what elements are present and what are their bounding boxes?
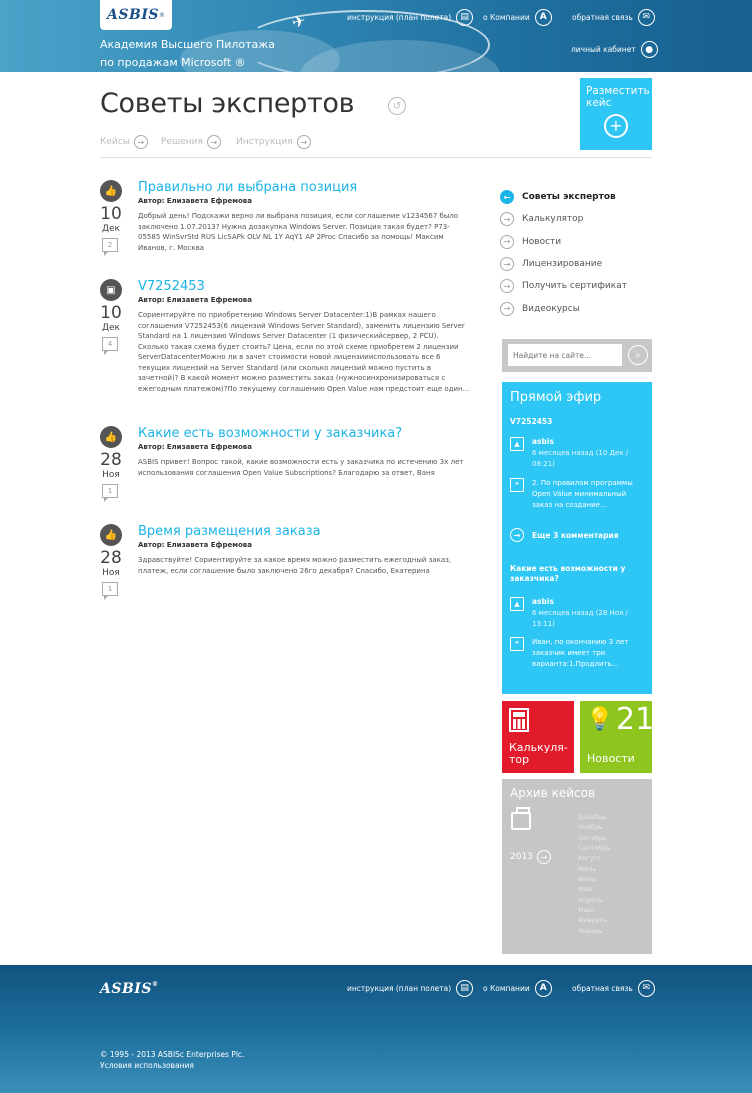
footer-nav-instruction-label: инструкция (план полета): [347, 983, 452, 993]
footer-nav-company[interactable]: [483, 979, 552, 997]
live-time: 6 месяцев назад (10 Дек / 08:21): [532, 449, 629, 468]
footer-nav-feedback-label: обратная связь: [572, 983, 633, 993]
sidebar-item-label: Советы экспертов: [522, 192, 616, 203]
calculator-tile-label: Калькуля-тор: [509, 741, 568, 766]
tagline-line-1: Академия Высшего Пилотажа: [100, 38, 275, 51]
arrow-right-icon: →: [500, 212, 514, 226]
user-icon: ▲: [510, 437, 524, 451]
search-input[interactable]: [508, 344, 622, 366]
post-author-label: Автор:: [138, 541, 165, 549]
tagline: [100, 36, 275, 72]
mail-icon: ✉: [638, 9, 655, 26]
copyright: © 1995 - 2013 ASBISc Enterprises Plc.: [100, 1050, 245, 1059]
post-body: ASBIS привет! Вопрос такой, какие возможности есть у заказчика по истечению 3х лет использования соглашения Open Value Subscriptions? Благодарю за ответ, Ваня: [138, 458, 464, 477]
archive-month[interactable]: Июль: [578, 864, 597, 873]
sidebar-item-label: Лицензирование: [522, 259, 603, 270]
plus-icon: +: [604, 114, 628, 138]
subnav-solutions[interactable]: [161, 135, 221, 149]
briefcase-icon: ▣: [100, 279, 122, 301]
thumbs-up-icon: 👍: [100, 426, 122, 448]
company-a-icon: A: [535, 980, 552, 997]
post-body: Здравствуйте! Сориентируйте за какое время можно разместить ежегодный заказ, платеж, если соглашение было заключено 26го декабря? Спасибо, Екатерина: [138, 556, 452, 575]
live-feed-title: Прямой эфир: [510, 390, 602, 405]
post-day: 28: [100, 450, 122, 470]
comment-count[interactable]: 1: [102, 582, 118, 596]
arrow-right-icon: →: [537, 850, 551, 864]
calculator-icon: [509, 708, 529, 732]
post-author: [138, 443, 252, 451]
footer-logo-mark: ®: [151, 981, 159, 988]
post-day: 10: [100, 303, 122, 323]
subnav-cases[interactable]: [100, 135, 148, 149]
title-divider: [100, 157, 652, 158]
post-item: [100, 180, 470, 270]
arrow-right-icon: →: [510, 528, 524, 542]
quote-icon: ❝: [510, 637, 524, 651]
subnav-cases-label: Кейсы: [100, 137, 130, 147]
archive-year-label: 2013: [510, 852, 533, 862]
live-quote: [510, 478, 642, 511]
sidebar-item-videos[interactable]: [500, 297, 652, 319]
footer-logo[interactable]: [100, 981, 158, 997]
post-author-name: Елизавета Ефремова: [166, 443, 252, 451]
clipboard-icon: ▤: [456, 980, 473, 997]
post-author-name: Елизавета Ефремова: [166, 296, 252, 304]
sidebar-item-label: Получить сертификат: [522, 281, 627, 292]
sidebar-item-label: Новости: [522, 236, 562, 247]
nav-cabinet[interactable]: [571, 41, 658, 58]
search-icon[interactable]: ⌕: [628, 345, 648, 365]
arrow-right-icon: →: [500, 257, 514, 271]
user-icon: ●: [641, 41, 658, 58]
sidebar-item-experts[interactable]: [500, 186, 652, 208]
post-author: [138, 541, 252, 549]
case-archive: [502, 779, 652, 954]
archive-month[interactable]: Апрель: [578, 895, 603, 904]
company-a-icon: A: [535, 9, 552, 26]
archive-box-icon: [511, 812, 531, 830]
sidebar-item-calculator[interactable]: [500, 208, 652, 230]
sidebar-item-certificate[interactable]: [500, 275, 652, 297]
arrow-right-icon: →: [297, 135, 311, 149]
sidebar-item-label: Видеокурсы: [522, 303, 580, 314]
terms-link[interactable]: Условия использования: [100, 1061, 194, 1070]
live-comment: [510, 437, 642, 470]
live-user[interactable]: asbis: [532, 437, 554, 446]
footer-logo-text: ASBIS: [100, 981, 152, 997]
archive-month[interactable]: Декабрь: [578, 813, 607, 821]
post-author: [138, 197, 252, 205]
news-tile-label: Новости: [587, 752, 635, 765]
logo-text: ASBIS: [107, 7, 159, 23]
archive-month[interactable]: Август: [578, 854, 601, 863]
post-author-name: Елизавета Ефремова: [166, 197, 252, 205]
live-topic[interactable]: V7252453: [510, 417, 553, 426]
nav-cabinet-label: личный кабинет: [571, 45, 636, 54]
quote-icon: ❝: [510, 478, 524, 492]
live-topic[interactable]: Какие есть возможности у заказчика?: [510, 564, 626, 583]
arrow-right-icon: →: [500, 279, 514, 293]
nav-feedback[interactable]: [572, 8, 655, 26]
sidebar-item-licensing[interactable]: [500, 253, 652, 275]
clipboard-icon: ▤: [456, 9, 473, 26]
comment-count[interactable]: 1: [102, 484, 118, 498]
arrow-right-icon: →: [134, 135, 148, 149]
live-user[interactable]: asbis: [532, 597, 554, 606]
post-title[interactable]: Время размещения заказа: [138, 524, 321, 539]
arrow-right-icon: →: [500, 302, 514, 316]
live-more-label: Еще 3 комментария: [532, 530, 619, 540]
post-day: 10: [100, 204, 122, 224]
search-box: [502, 339, 652, 372]
user-icon: ▲: [510, 597, 524, 611]
post-day: 28: [100, 548, 122, 568]
logo[interactable]: [100, 0, 172, 30]
archive-month[interactable]: Июнь: [578, 875, 597, 884]
back-icon[interactable]: ↺: [388, 97, 406, 115]
post-item: [100, 279, 470, 419]
archive-title: Архив кейсов: [510, 786, 596, 800]
subnav-instruction-label: Инструкция: [236, 137, 293, 147]
footer-nav-company-label: о Компании: [483, 983, 530, 993]
footer: [0, 965, 752, 1093]
post-author: [138, 296, 252, 304]
post-month: Дек: [101, 224, 120, 234]
nav-feedback-label: обратная связь: [572, 12, 633, 22]
nav-instruction[interactable]: [347, 8, 473, 26]
thumbs-up-icon: 👍: [100, 180, 122, 202]
archive-month[interactable]: Сентябрь: [578, 844, 611, 853]
nav-company-label: о Компании: [483, 12, 530, 22]
live-more-link[interactable]: [510, 528, 619, 542]
archive-month[interactable]: Октябрь: [578, 833, 607, 842]
live-quote-text[interactable]: Иван, по окончанию 3 лет заказчик имеет три варианта:1.Продлить...: [532, 638, 629, 668]
post-body: Сориентируйте по приобретению Windows Server Datacenter:1)В рамках нашего соглашения V7252453(6 лицензий Windows Server Standard), заменить лицензию Server Standard на 1 лицензию Windows Server Datacenter (1 физическийсервер, 2 PCU). Сколько такая схема будет стоить? Цена, если по этой схеме приобретем 2 лицензии ServerDatacenterМожно ли в зачет стоимости новой лицензиииспользовать все 6 текущих лицензий на Server Standard (или сколько лицензий можно пустить в зачетной)? В какой момент можно разместить заказ (нужносинхронизироваться с ежегодным платежом)?По текущему соглашению Open Value нам предстоит еще один...: [138, 311, 470, 393]
live-quote-text[interactable]: 2. По правилам программы Open Value минимальный заказ на создание...: [532, 479, 633, 509]
tagline-line-2: по продажам Microsoft ®: [100, 56, 246, 69]
news-tile[interactable]: [580, 701, 655, 773]
post-item: [100, 426, 470, 506]
lightbulb-icon: 💡: [586, 707, 614, 732]
post-month: Дек: [101, 323, 120, 333]
footer-nav-feedback[interactable]: [572, 979, 655, 997]
sidebar-item-label: Калькулятор: [522, 214, 584, 225]
live-quote: [510, 637, 642, 670]
post-title[interactable]: Какие есть возможности у заказчика?: [138, 426, 403, 441]
footer-copy: [100, 1049, 244, 1071]
live-comment: [510, 597, 642, 630]
plane-icon: ✈: [289, 10, 308, 33]
header: [0, 0, 752, 72]
archive-month[interactable]: Январь: [578, 926, 603, 935]
post-month: Ноя: [102, 568, 120, 578]
post-title[interactable]: Правильно ли выбрана позиция: [138, 180, 358, 195]
nav-instruction-label: инструкция (план полета): [347, 12, 452, 22]
archive-month[interactable]: Ноябрь: [578, 823, 603, 832]
sidebar-item-news[interactable]: [500, 231, 652, 253]
post-title[interactable]: V7252453: [138, 279, 205, 294]
archive-month[interactable]: Февраль: [578, 916, 608, 925]
subnav-solutions-label: Решения: [161, 137, 203, 147]
arrow-right-icon: →: [207, 135, 221, 149]
post-author-label: Автор:: [138, 443, 165, 451]
mail-icon: ✉: [638, 980, 655, 997]
sidebar-menu: [500, 186, 652, 320]
footer-nav-instruction[interactable]: [347, 979, 473, 997]
thumbs-up-icon: 👍: [100, 524, 122, 546]
arrow-left-icon: ←: [500, 190, 514, 204]
post-author-label: Автор:: [138, 197, 165, 205]
nav-company[interactable]: [483, 8, 552, 26]
archive-month[interactable]: Март: [578, 906, 596, 915]
post-body: Добрый день! Подскажи верно ли выбрана позиция, если соглашение v1234567 было заключено 1.07.2013? Нужна дозакупка Windows Server. Позиция такая будет? P73-05585 WinSvrStd RUS LicSAPk OLV NL 1Y AqY1 AP 2Proc Спасибо за помощь! Максим Иванов, г. Москва: [138, 212, 459, 252]
live-feed: [502, 382, 652, 694]
live-time: 6 месяцев назад (28 Ноя / 13:11): [532, 609, 628, 628]
subnav-instruction[interactable]: [236, 135, 311, 149]
logo-mark: ®: [158, 11, 165, 19]
post-item: [100, 524, 470, 604]
post-case-label: Разместить кейс: [586, 85, 650, 109]
archive-month[interactable]: Май: [578, 885, 592, 894]
page-title: Советы экспертов: [100, 88, 355, 119]
post-month: Ноя: [102, 470, 120, 480]
arrow-right-icon: →: [500, 235, 514, 249]
post-author-name: Елизавета Ефремова: [166, 541, 252, 549]
comment-count[interactable]: 4: [102, 337, 118, 351]
archive-year[interactable]: [510, 850, 551, 864]
comment-count[interactable]: 2: [102, 238, 118, 252]
post-author-label: Автор:: [138, 296, 165, 304]
archive-months: [578, 812, 610, 936]
post-case-tile[interactable]: [580, 78, 652, 150]
news-count: 21: [616, 702, 655, 737]
calculator-tile[interactable]: [502, 701, 574, 773]
